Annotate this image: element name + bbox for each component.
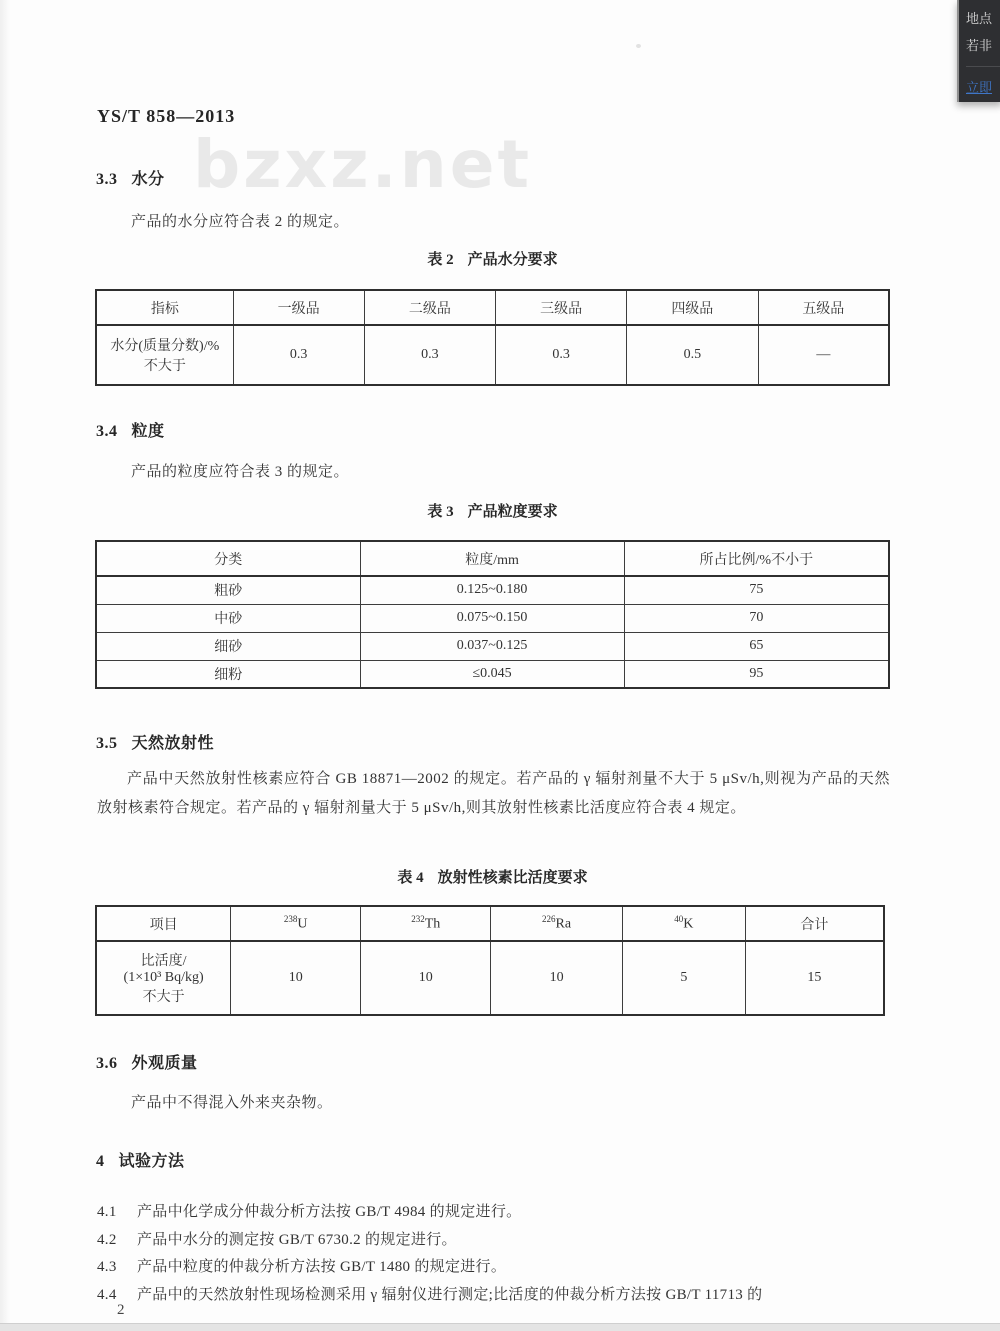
method-item-4-3 — [97, 1255, 907, 1276]
isotope-symbol: Th — [424, 916, 441, 932]
overlay-text-line1: 地点 — [966, 11, 993, 26]
table3-cell: 75 — [624, 576, 889, 604]
table4-header-cell: 合计 — [745, 906, 884, 941]
table3-row — [96, 576, 889, 604]
table3-cell: 65 — [624, 632, 889, 660]
table4-header-isotope-th — [361, 906, 491, 941]
table3-cell: 0.075~0.150 — [360, 604, 624, 632]
table2-header-cell: 一级品 — [233, 290, 364, 325]
table2-row-label-line2: 不大于 — [143, 359, 186, 374]
section-heading-3-5 — [96, 730, 214, 753]
table4-header-cell: 项目 — [96, 906, 231, 941]
method-text: 产品中水分的测定按 GB/T 6730.2 的规定进行。 — [137, 1232, 457, 1248]
table2-row-label — [96, 325, 233, 385]
table2-cell: 0.5 — [627, 325, 759, 385]
section-title: 试验方法 — [118, 1153, 185, 1170]
table2-header-cell: 五级品 — [758, 290, 889, 325]
table-radionuclide-activity — [95, 905, 885, 1016]
overlay-action-link[interactable]: 立即 — [966, 80, 993, 95]
scan-artifact-dot — [636, 44, 641, 48]
table2-caption-label: 表 2 — [427, 252, 454, 268]
table2-caption-title: 产品水分要求 — [467, 252, 558, 268]
standard-number: YS/T 858—2013 — [97, 106, 236, 126]
table3-cell: 细砂 — [96, 632, 360, 660]
method-item-4-4 — [97, 1283, 907, 1304]
table3-row — [96, 604, 889, 632]
table3-cell: 0.125~0.180 — [360, 576, 624, 604]
table3-caption-label: 表 3 — [427, 504, 454, 520]
table3-row — [96, 660, 889, 688]
table-product-moisture — [95, 289, 890, 386]
table3-cell: 细粉 — [96, 660, 360, 688]
method-number: 4.2 — [97, 1232, 117, 1248]
section-title: 天然放射性 — [131, 735, 215, 752]
table4-cell: 5 — [622, 941, 745, 1015]
section-title: 外观质量 — [131, 1055, 198, 1072]
isotope-mass-number: 232 — [411, 914, 425, 925]
page-number: 2 — [117, 1302, 125, 1318]
table2-cell: — — [758, 325, 889, 385]
table2-header-row — [96, 290, 889, 325]
table3-cell: 0.037~0.125 — [360, 632, 624, 660]
table4-row-label-line2: (1×10³ Bq/kg) — [123, 970, 204, 985]
overlay-text-line2: 若非 — [966, 38, 993, 53]
section-number: 4 — [96, 1153, 105, 1170]
bottom-scrollbar-track[interactable] — [0, 1323, 1000, 1331]
table2-header-cell: 三级品 — [496, 290, 627, 325]
table2-cell: 0.3 — [233, 325, 364, 385]
extension-overlay-panel — [957, 0, 1000, 102]
table3-header-row — [96, 541, 889, 576]
section-heading-3-4 — [96, 418, 165, 441]
overlay-divider — [966, 66, 1000, 67]
table4-data-row — [96, 941, 884, 1015]
section-3-6-body: 产品中不得混入外来夹杂物。 — [131, 1095, 333, 1111]
table4-caption-title: 放射性核素比活度要求 — [437, 870, 588, 886]
isotope-mass-number: 40 — [674, 914, 684, 925]
table2-caption — [95, 248, 890, 269]
table4-row-label — [96, 941, 231, 1015]
table2-header-cell: 二级品 — [364, 290, 496, 325]
table2-header-cell: 四级品 — [627, 290, 759, 325]
method-number: 4.4 — [97, 1287, 117, 1303]
table4-row-label-line3: 不大于 — [142, 990, 185, 1005]
section-3-3-body: 产品的水分应符合表 2 的规定。 — [131, 214, 350, 230]
method-number: 4.1 — [97, 1204, 117, 1220]
section-number: 3.6 — [96, 1055, 118, 1072]
method-text: 产品中化学成分仲裁分析方法按 GB/T 4984 的规定进行。 — [137, 1204, 522, 1220]
section-heading-3-6 — [96, 1050, 198, 1073]
isotope-mass-number: 238 — [283, 914, 298, 925]
isotope-symbol: K — [683, 916, 694, 932]
section-number: 3.3 — [96, 171, 118, 188]
table2-row-label-line1: 水分(质量分数)/% — [110, 339, 220, 354]
method-text: 产品中的天然放射性现场检测采用 γ 辐射仪进行测定;比活度的仲裁分析方法按 GB/T 11713 的 — [137, 1287, 763, 1303]
table4-cell: 10 — [361, 941, 491, 1015]
table3-cell: 95 — [624, 660, 889, 688]
table3-cell: 70 — [624, 604, 889, 632]
isotope-mass-number: 226 — [542, 914, 556, 925]
table4-caption — [95, 866, 890, 887]
method-item-4-1 — [97, 1200, 907, 1221]
table4-cell: 10 — [491, 941, 623, 1015]
section-number: 3.4 — [96, 423, 118, 440]
table4-row-label-line1: 比活度/ — [140, 954, 187, 969]
table4-header-isotope-u — [231, 906, 361, 941]
watermark-bzxz-net: bzxz.net — [193, 126, 533, 203]
method-text: 产品中粒度的仲裁分析方法按 GB/T 1480 的规定进行。 — [137, 1259, 507, 1275]
table4-cell: 10 — [231, 941, 361, 1015]
method-number: 4.3 — [97, 1259, 117, 1275]
section-title: 水分 — [131, 171, 165, 188]
method-item-4-2 — [97, 1228, 907, 1249]
table4-header-isotope-k — [622, 906, 745, 941]
section-heading-4 — [96, 1148, 185, 1171]
isotope-symbol: U — [297, 916, 308, 932]
table3-header-cell: 粒度/mm — [360, 541, 624, 576]
table3-cell: 中砂 — [96, 604, 360, 632]
table3-caption-title: 产品粒度要求 — [467, 504, 558, 520]
section-title: 粒度 — [131, 423, 165, 440]
table2-cell: 0.3 — [364, 325, 496, 385]
table2-header-cell: 指标 — [96, 290, 233, 325]
table3-header-cell: 分类 — [96, 541, 360, 576]
table3-header-cell: 所占比例/%不小于 — [624, 541, 889, 576]
table3-cell: 粗砂 — [96, 576, 360, 604]
section-heading-3-3 — [96, 166, 165, 189]
table3-caption — [95, 500, 890, 521]
isotope-symbol: Ra — [555, 916, 572, 932]
section-3-5-body: 产品中天然放射性核素应符合 GB 18871—2002 的规定。若产品的 γ 辐射剂量不大于 5 μSv/h,则视为产品的天然放射核素符合规定。若产品的 γ 辐射剂量大于 5 μSv/h,则其放射性核素比活度应符合表 4 规定。 — [97, 771, 890, 816]
table4-header-row — [96, 906, 884, 941]
table2-cell: 0.3 — [496, 325, 627, 385]
section-number: 3.5 — [96, 735, 118, 752]
section-3-4-body: 产品的粒度应符合表 3 的规定。 — [131, 464, 350, 480]
table3-row — [96, 632, 889, 660]
table4-cell: 15 — [745, 941, 884, 1015]
table4-caption-label: 表 4 — [397, 870, 424, 886]
table2-data-row — [96, 325, 889, 385]
table4-header-isotope-ra — [491, 906, 623, 941]
table3-cell: ≤0.045 — [360, 660, 624, 688]
table-particle-size — [95, 540, 890, 689]
